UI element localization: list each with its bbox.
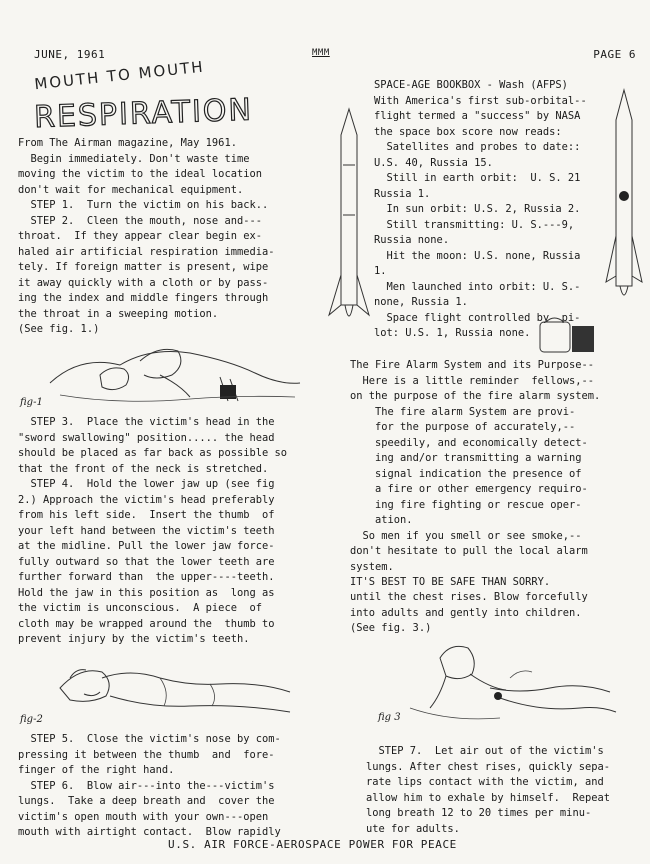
article-title [14,56,264,136]
text-line: ing and/or transmitting a warning [350,452,582,464]
issue-date: JUNE, 1961 [34,48,106,61]
fire-alarm-article [350,358,642,591]
figure-1-label: fig-1 [20,397,43,408]
text-line: ing fire fighting or rescue oper- [350,498,582,511]
text-line: fully outward so that the lower teeth are [18,555,275,568]
respiration-continued [350,590,642,637]
text-line: U.S. 40, Russia 15. [374,156,493,169]
text-line: With America's first sub-orbital-- [374,94,587,107]
text-line: Hold the jaw in this position as long as [18,586,275,599]
text-line: STEP 5. Close the victim's nose by com- [18,733,281,745]
text-line: speedily, and economically detect- [350,436,588,449]
text-line: Russia none. [374,234,450,246]
text-line: 1. [374,265,387,277]
fire-alarm-drawing [532,312,602,358]
text-line: on the purpose of the fire alarm system. [350,390,601,402]
text-line: from his left side. Insert the thumb of [18,509,275,521]
figure-3 [380,638,620,728]
text-line: further forward than the upper----teeth. [18,571,275,583]
text-line: victim's open mouth with your own---open [18,810,269,823]
text-line: STEP 4. Hold the lower jaw up (see fig [18,478,275,490]
text-line: should be placed as far back as possible so [18,447,287,459]
text-line: Russia 1. [374,187,431,200]
text-line: finger of the right hand. [18,764,175,776]
rocket-right-drawing [604,86,644,316]
text-line: From The Airman magazine, May 1961. [18,137,237,149]
text-line: haled air artificial respiration immedia- [18,245,275,258]
left-steps-3-4 [18,415,323,648]
text-line: STEP 7. Let air out of the victim's [366,745,604,757]
text-line: The fire alarm System are provi- [350,405,576,418]
space-age-bookbox [374,78,606,342]
text-line: at the midline. Pull the lower jaw force- [18,540,275,552]
figure-1-illustration [40,335,310,410]
text-line: 2.) Approach the victim's head preferably [18,493,275,506]
page-number: PAGE 6 [593,48,636,61]
text-line: throat. If they appear clear begin ex- [18,230,262,242]
text-line: for the purpose of accurately,-- [350,421,576,433]
text-line: STEP 2. Cleen the mouth, nose and--- [18,214,262,227]
text-line: IT'S BEST TO BE SAFE THAN SORRY. [350,576,551,588]
text-line: Hit the moon: U.S. none, Russia [374,249,581,262]
text-line: it away quickly with a cloth or by pass- [18,276,269,289]
text-line: Still in earth orbit: U. S. 21 [374,172,581,184]
text-line: until the chest rises. Blow forcefully [350,591,588,603]
text-line: allow him to exhale by himself. Repeat [366,791,610,804]
text-line: (See fig. 3.) [350,622,432,634]
figure-1 [20,335,310,410]
text-line: (See fig. 1.) [18,323,100,335]
title-line2: RESPIRATION [33,92,254,136]
text-line: mouth with airtight contact. Blow rapidly [18,826,281,838]
text-line: STEP 6. Blow air---into the---victim's [18,779,275,792]
footer-slogan: U.S. AIR FORCE-AEROSPACE POWER FOR PEACE [168,838,457,851]
text-line: The Fire Alarm System and its Purpose-- [350,359,594,371]
figure-2 [20,648,310,728]
text-line: Men launched into orbit: U. S.- [374,280,581,293]
step-7-text [366,744,642,837]
text-line: your left hand between the victim's teeth [18,524,275,537]
text-line: Space flight controlled by pi- [374,311,581,324]
text-line: lungs. Take a deep breath and cover the [18,795,275,807]
text-line: signal indication the presence of [350,467,582,480]
text-line: STEP 1. Turn the victim on his back.. [18,199,269,211]
text-line: the throat in a sweeping motion. [18,307,219,320]
text-line: a fire or other emergency requiro- [350,483,588,495]
text-line: the victim is unconscious. A piece of [18,602,262,614]
left-steps-5-6 [18,732,323,841]
figure-3-label: fig 3 [378,712,401,723]
text-line: pressing it between the thumb and fore- [18,748,275,761]
title-line1: MOUTH TO MOUTH [33,57,206,94]
text-line: Begin immediately. Don't waste time [18,152,250,165]
figure-3-illustration [380,638,620,728]
text-line: into adults and gently into children. [350,606,582,619]
text-line: lot: U.S. 1, Russia none. [374,327,531,339]
text-line: none, Russia 1. [374,296,468,308]
text-line: that the front of the neck is stretched. [18,462,269,475]
figure-2-label: fig-2 [20,714,43,725]
text-line: In sun orbit: U.S. 2, Russia 2. [374,203,581,215]
masthead: MMM [312,48,330,58]
text-line: don't hesitate to pull the local alarm [350,545,588,557]
text-line: STEP 3. Place the victim's head in the [18,416,275,428]
left-intro-text [18,136,323,338]
text-line: rate lips contact with the victim, and [366,776,604,788]
text-line: tely. If foreign matter is present, wipe [18,261,269,273]
text-line: ing the index and middle fingers through [18,292,269,304]
rocket-left-drawing [325,105,373,335]
text-line: SPACE-AGE BOOKBOX - Wash (AFPS) [374,79,568,91]
text-line: long breath 12 to 20 times per minu- [366,807,592,819]
text-line: "sword swallowing" position..... the head [18,431,275,444]
text-line: moving the victim to the ideal location [18,168,262,180]
figure-2-illustration [40,648,310,728]
text-line: flight termed a "success" by NASA [374,110,581,122]
text-line: Still transmitting: U. S.---9, [374,218,575,231]
text-line: prevent injury by the victim's teeth. [18,633,250,645]
text-line: cloth may be wrapped around the thumb to [18,617,275,630]
text-line: Satellites and probes to date:: [374,141,581,153]
text-line: lungs. After chest rises, quickly sepa- [366,760,610,773]
text-line: Here is a little reminder fellows,-- [350,374,594,387]
text-line: system. [350,560,394,573]
text-line: don't wait for mechanical equipment. [18,183,244,196]
text-line: ation. [350,514,413,526]
text-line: ute for adults. [366,822,460,835]
text-line: So men if you smell or see smoke,-- [350,529,582,542]
text-line: the space box score now reads: [374,125,562,138]
